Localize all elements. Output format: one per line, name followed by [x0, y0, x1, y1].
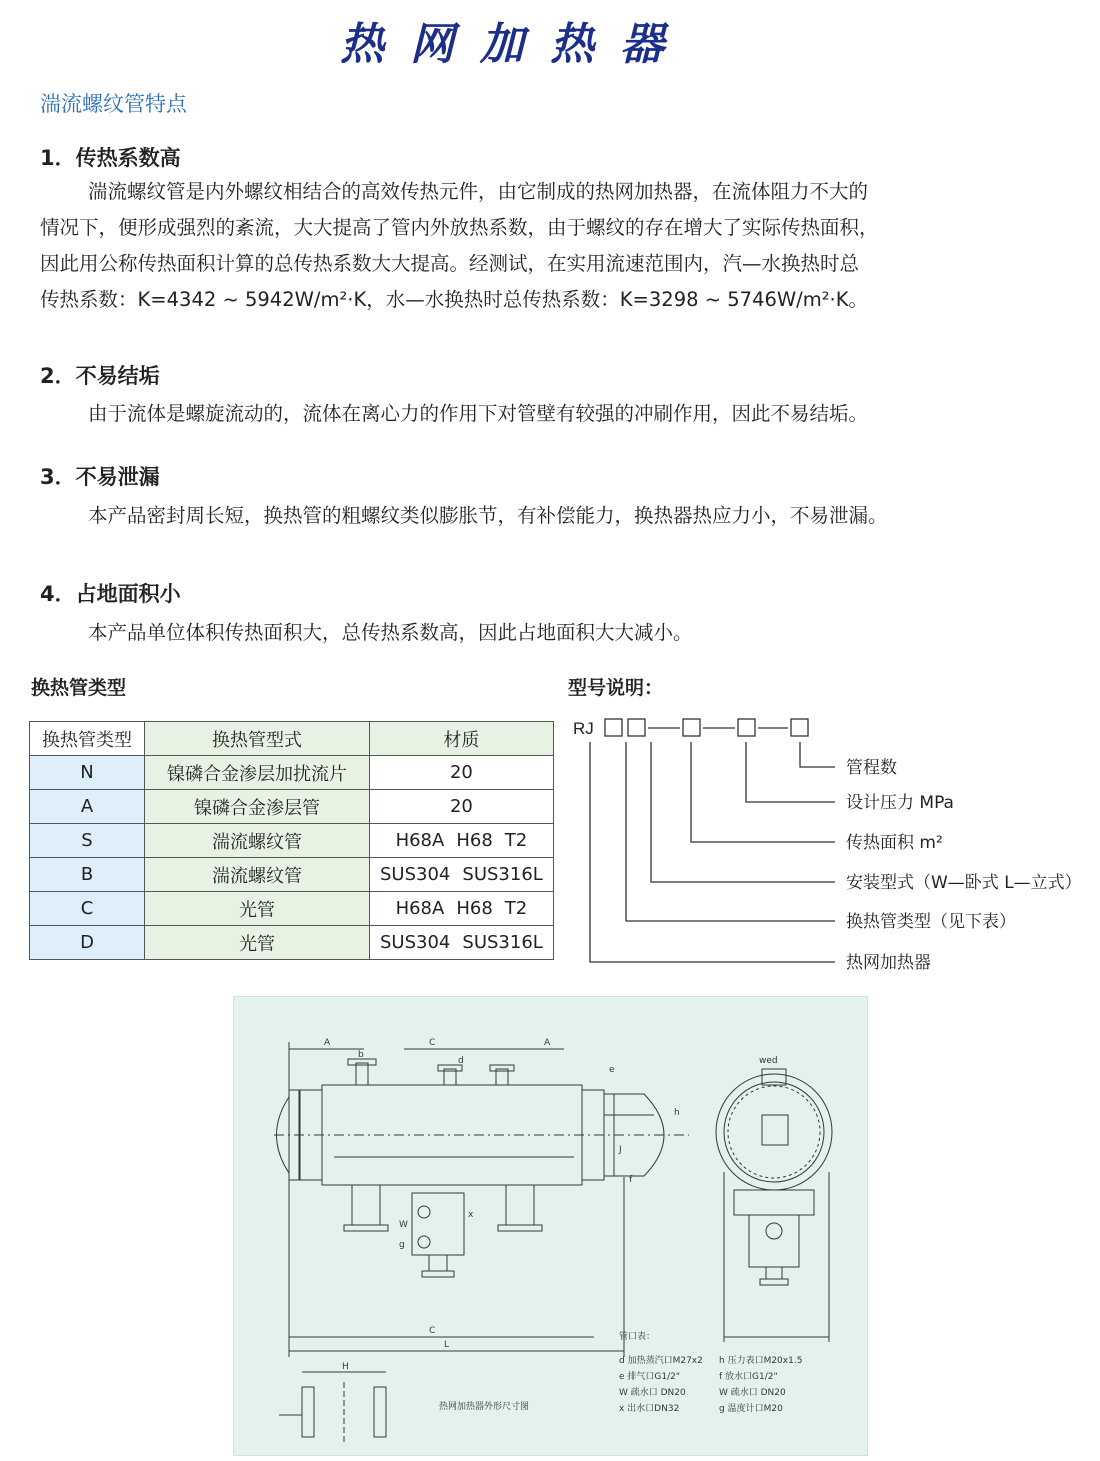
table-cell-code: C — [30, 892, 145, 926]
model-label-area: 传热面积 m² — [846, 833, 943, 853]
section-1-line-2: 情况下，便形成强烈的紊流，大大提高了管内外放热系数，由于螺纹的存在增大了实际传热面积， — [40, 216, 879, 239]
model-heading: 型号说明： — [568, 677, 664, 699]
dim-label: H — [342, 1362, 349, 1372]
legend-item: W 疏水口 DN20 — [719, 1388, 786, 1398]
table-cell-material: 20 — [370, 756, 554, 790]
dim-label: C — [429, 1038, 436, 1048]
table-cell-material: H68A H68 T2 — [370, 892, 554, 926]
legend-item: g 温度计口M20 — [719, 1404, 783, 1414]
table-cell-type: 湍流螺纹管 — [145, 824, 370, 858]
table-cell-code: D — [30, 926, 145, 960]
table-cell-code: A — [30, 790, 145, 824]
table-row — [30, 858, 554, 892]
table-cell-material: H68A H68 T2 — [370, 824, 554, 858]
saddle-detail-left — [302, 1387, 314, 1437]
table-cell-type: 光管 — [145, 892, 370, 926]
model-label-pressure: 设计压力 MPa — [846, 793, 954, 813]
table-header-cell: 材质 — [370, 722, 554, 756]
table-row — [30, 756, 554, 790]
section-1-line-1: 湍流螺纹管是内外螺纹相结合的高效传热元件，由它制成的热网加热器，在流体阻力不大的 — [88, 180, 869, 203]
table-row — [30, 926, 554, 960]
legend-item: f 放水口G1/2" — [719, 1372, 778, 1382]
table-cell-code: S — [30, 824, 145, 858]
right-saddle — [506, 1185, 534, 1225]
legend-item: e 排气口G1/2" — [619, 1372, 680, 1382]
model-label-product: 热网加热器 — [846, 953, 931, 973]
table-cell-code: N — [30, 756, 145, 790]
technical-drawing — [233, 996, 868, 1456]
section-4-heading: 4．占地面积小 — [40, 582, 181, 606]
page-title: 热网加热器 — [340, 19, 690, 70]
table-header-cell: 换热管型式 — [145, 722, 370, 756]
end-view-outer — [716, 1074, 832, 1190]
table-row — [30, 790, 554, 824]
dim-label: J — [619, 1145, 622, 1155]
section-2-body: 由于流体是螺旋流动的，流体在离心力的作用下对管壁有较强的冲刷作用，因此不易结垢。 — [88, 402, 869, 425]
table-header-row — [30, 722, 554, 756]
model-box-pressure — [738, 719, 755, 736]
legend-item: d 加热蒸汽口M27x2 — [619, 1356, 703, 1366]
table-cell-type: 镍磷合金渗层管 — [145, 790, 370, 824]
table-cell-material: SUS304 SUS316L — [370, 926, 554, 960]
section-3-body: 本产品密封周长短，换热管的粗螺纹类似膨胀节，有补偿能力，换热器热应力小，不易泄漏。 — [88, 504, 888, 527]
table-row — [30, 824, 554, 858]
drawing-caption: 热网加热器外形尺寸图 — [439, 1402, 530, 1412]
section-1-heading: 1．传热系数高 — [40, 146, 181, 170]
table-cell-type: 光管 — [145, 926, 370, 960]
dim-label: g — [399, 1240, 405, 1250]
model-box-area — [683, 719, 700, 736]
drawing-lines — [234, 997, 867, 1455]
section-4-body: 本产品单位体积传热面积大，总传热系数高，因此占地面积大大减小。 — [88, 621, 693, 644]
section-1-body — [40, 174, 1065, 318]
model-box-tube-type — [605, 719, 622, 736]
legend-item: W 疏水口 DN20 — [619, 1388, 686, 1398]
table-cell-material: SUS304 SUS316L — [370, 858, 554, 892]
dim-label: h — [674, 1108, 680, 1118]
subtitle: 湍流螺纹管特点 — [40, 92, 187, 116]
dim-label: e — [609, 1065, 615, 1075]
table-cell-material: 20 — [370, 790, 554, 824]
dim-label: C — [429, 1326, 436, 1336]
model-label-tube-type: 换热管类型（见下表） — [846, 912, 1016, 932]
table-cell-type: 湍流螺纹管 — [145, 858, 370, 892]
dim-label: L — [444, 1340, 450, 1350]
dim-label: x — [468, 1210, 474, 1220]
model-box-install — [628, 719, 645, 736]
model-label-passes: 管程数 — [846, 758, 897, 778]
model-prefix: RJ — [573, 719, 594, 738]
table-cell-code: B — [30, 858, 145, 892]
left-saddle — [352, 1185, 380, 1225]
section-2-heading: 2．不易结垢 — [40, 364, 160, 388]
section-1-line-4: 传热系数：K=4342 ~ 5942W/m²·K，水—水换热时总传热系数：K=3298 ~ 5746W/m²·K。 — [40, 288, 869, 311]
dim-label: A — [544, 1038, 551, 1048]
dim-label: W — [399, 1220, 408, 1230]
dim-label: b — [358, 1050, 364, 1060]
table-cell-type: 镍磷合金渗层加扰流片 — [145, 756, 370, 790]
model-box-passes — [791, 719, 808, 736]
saddle-detail-right — [374, 1387, 386, 1437]
legend-title: 管口表： — [619, 1332, 656, 1342]
legend-item: x 出水口DN32 — [619, 1404, 680, 1414]
model-label-install: 安装型式（W—卧式 L—立式） — [846, 873, 1082, 893]
table-row — [30, 892, 554, 926]
section-3-heading: 3．不易泄漏 — [40, 465, 160, 489]
dim-label: A — [324, 1038, 331, 1048]
dim-label: f — [629, 1175, 633, 1185]
tube-table-heading: 换热管类型 — [31, 677, 127, 699]
model-code-diagram — [560, 710, 1100, 980]
section-1-line-3: 因此用公称传热面积计算的总传热系数大大提高。经测试，在实用流速范围内，汽—水换热时总 — [40, 252, 860, 275]
legend-item: h 压力表口M20x1.5 — [719, 1356, 803, 1366]
dim-label: d — [458, 1056, 464, 1066]
table-header-cell: 换热管类型 — [30, 722, 145, 756]
tube-type-table — [29, 721, 554, 960]
dim-label: wed — [759, 1056, 778, 1066]
